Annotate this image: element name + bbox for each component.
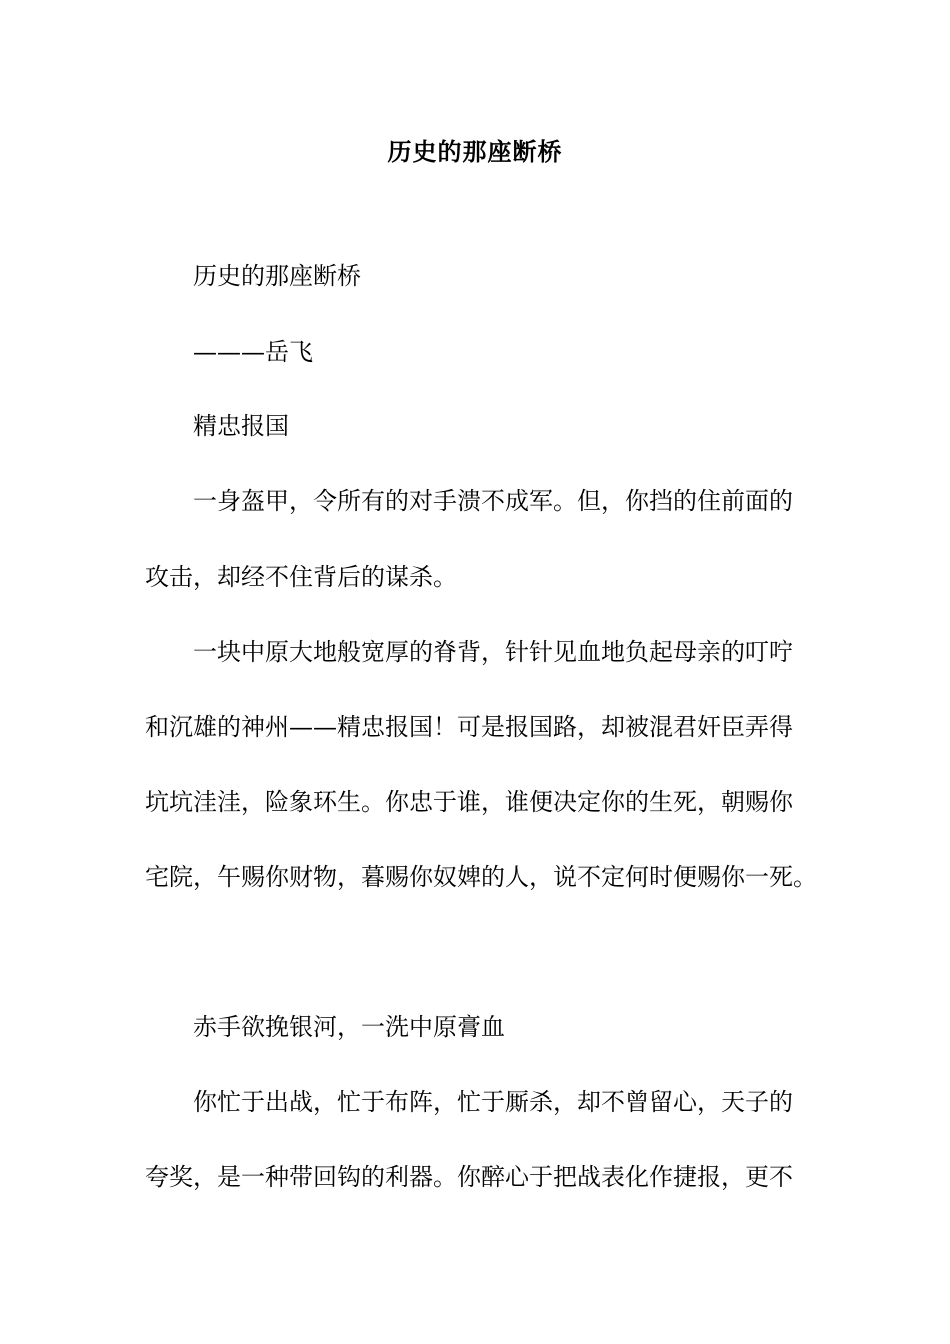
section-heading: 精忠报国 [193,412,289,440]
section-heading: 赤手欲挽银河，一洗中原膏血 [193,1013,505,1041]
paragraph-line: 你忙于出战，忙于布阵，忙于厮杀，却不曾留心，天子的 [193,1088,793,1116]
paragraph-line: 一身盔甲，令所有的对手溃不成军。但，你挡的住前面的 [193,487,793,515]
paragraph-line: 攻击，却经不住背后的谋杀。 [145,563,457,591]
paragraph-line: 一块中原大地般宽厚的脊背，针针见血地负起母亲的叮咛 [193,638,793,666]
document-title: 历史的那座断桥 [387,137,563,166]
paragraph-line: 宅院，午赐你财物，暮赐你奴婢的人，说不定何时便赐你一死。 [145,863,817,891]
paragraph-line: 和沉雄的神州——精忠报国！可是报国路，却被混君奸臣弄得 [145,713,793,741]
paragraph-line: 坑坑洼洼，险象环生。你忠于谁，谁便决定你的生死，朝赐你 [145,788,793,816]
subtitle: 历史的那座断桥 [193,262,361,290]
paragraph-line: 夸奖，是一种带回钩的利器。你醉心于把战表化作捷报，更不 [145,1163,793,1191]
author-line: ———岳飞 [193,338,313,366]
